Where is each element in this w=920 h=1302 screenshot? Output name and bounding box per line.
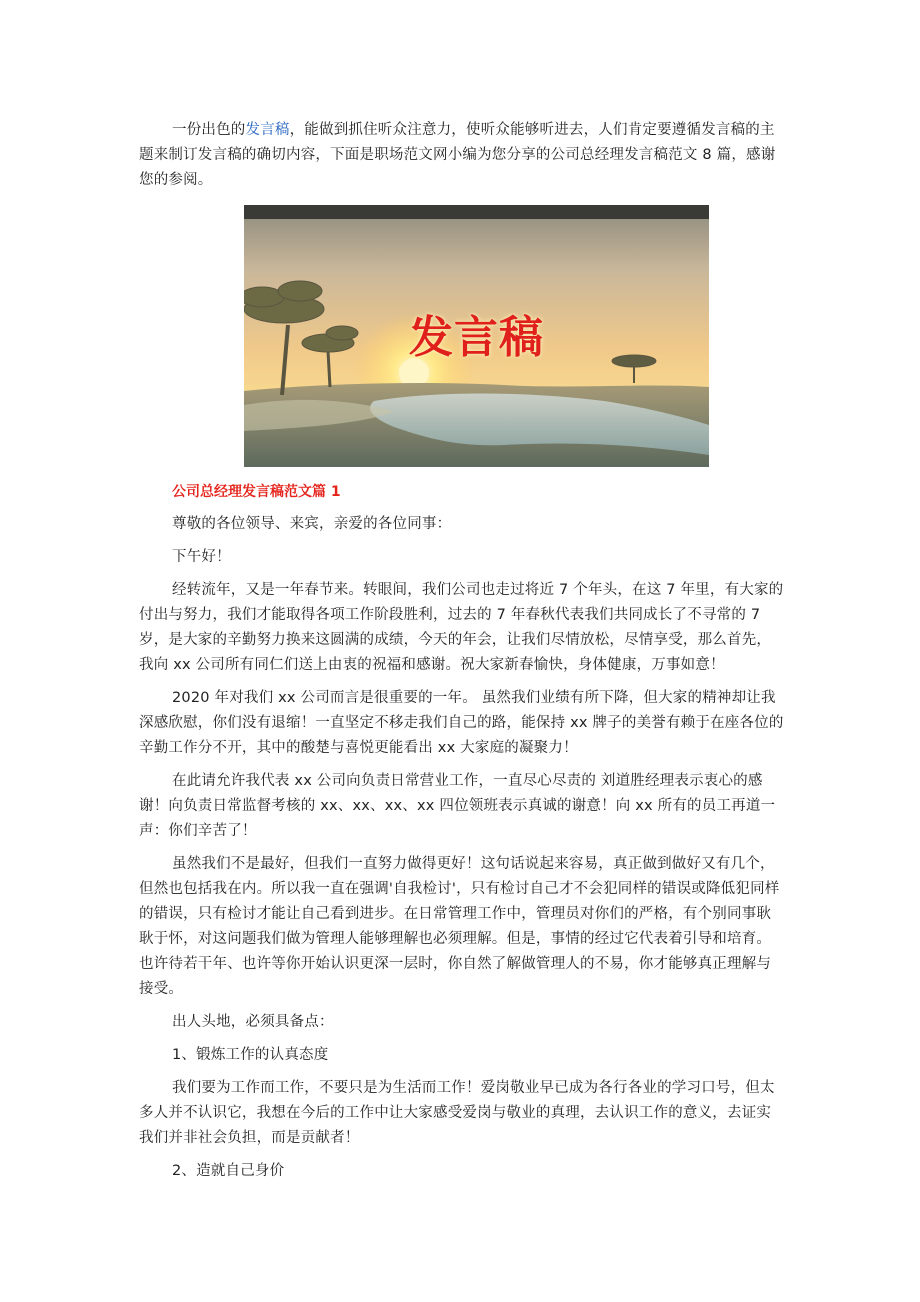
intro-text-start: 一份出色的 [172, 122, 246, 138]
intro-paragraph [139, 118, 785, 193]
greeting: 下午好！ [172, 549, 231, 565]
body-paragraph: 我们要为工作而工作，不要只是为生活而工作！爱岗敬业早已成为各行各业的学习口号，但太多人并不认识它，我想在今后的工作中让大家感受爱岗与敬业的真理，去认识工作的意义，去证实我们并非社会负担，而是贡献者！ [139, 1080, 775, 1146]
intro-text-end: ，能做到抓住听众注意力，使听众能够听进去，人们肯定要遵循发言稿的主题来制订发言稿的确切内容，下面是职场范文网小编为您分享的公司总经理发言稿范文 8 篇，感谢您的参阅。 [139, 122, 776, 188]
speech-draft-link[interactable]: 发言稿 [245, 122, 290, 138]
salutation: 尊敬的各位领导、来宾，亲爱的各位同事： [172, 516, 452, 532]
section-heading: 公司总经理发言稿范文篇 1 [172, 484, 341, 500]
banner-caption: 发言稿 [409, 312, 544, 363]
body-paragraph: 在此请允许我代表 xx 公司向负责日常营业工作，一直尽心尽责的 刘道胜经理表示衷心的感谢！向负责日常监督考核的 xx、xx、xx、xx 四位领班表示真诚的谢意！向 xx 所有的员工再道一声：你们辛苦了！ [139, 773, 776, 839]
list-intro: 出人头地，必须具备点： [172, 1014, 334, 1030]
body-paragraph: 2020 年对我们 xx 公司而言是很重要的一年。 虽然我们业绩有所下降，但大家的精神却让我深感欣慰，你们没有退缩！一直坚定不移走我们自己的路，能保持 xx 牌子的美誉有赖于在座各位的辛勤工作分不开，其中的酸楚与喜悦更能看出 xx 大家庭的凝聚力！ [139, 690, 784, 756]
list-item-1: 1、锻炼工作的认真态度 [172, 1047, 329, 1063]
speech-banner-image [244, 205, 709, 467]
list-item-2: 2、造就自己身价 [172, 1163, 285, 1179]
body-paragraph: 虽然我们不是最好，但我们一直努力做得更好！这句话说起来容易，真正做到做好又有几个，但然也包括我在内。所以我一直在强调'自我检讨'，只有检讨自己才不会犯同样的错误或降低犯同样的错误，只有检讨才能让自己看到进步。在日常管理工作中，管理员对你们的严格，有个别同事耿耿于怀，对这问题我们做为管理人能够理解也必须理解。但是，事情的经过它代表着引导和培育。也许待若干年、也许等你开始认识更深一层时，你自然了解做管理人的不易，你才能够真正理解与接受。 [139, 856, 780, 997]
body-paragraph: 经转流年，又是一年春节来。转眼间，我们公司也走过将近 7 个年头，在这 7 年里，有大家的付出与努力，我们才能取得各项工作阶段胜利，过去的 7 年春秋代表我们共同成长了不寻常的 7 岁，是大家的辛勤努力换来这圆满的成绩，今天的年会，让我们尽情放松，尽情享受，那么首先，我向 xx 公司所有同仁们送上由衷的祝福和感谢。祝大家新春愉快，身体健康，万事如意！ [139, 582, 784, 673]
document-body [139, 118, 785, 1192]
